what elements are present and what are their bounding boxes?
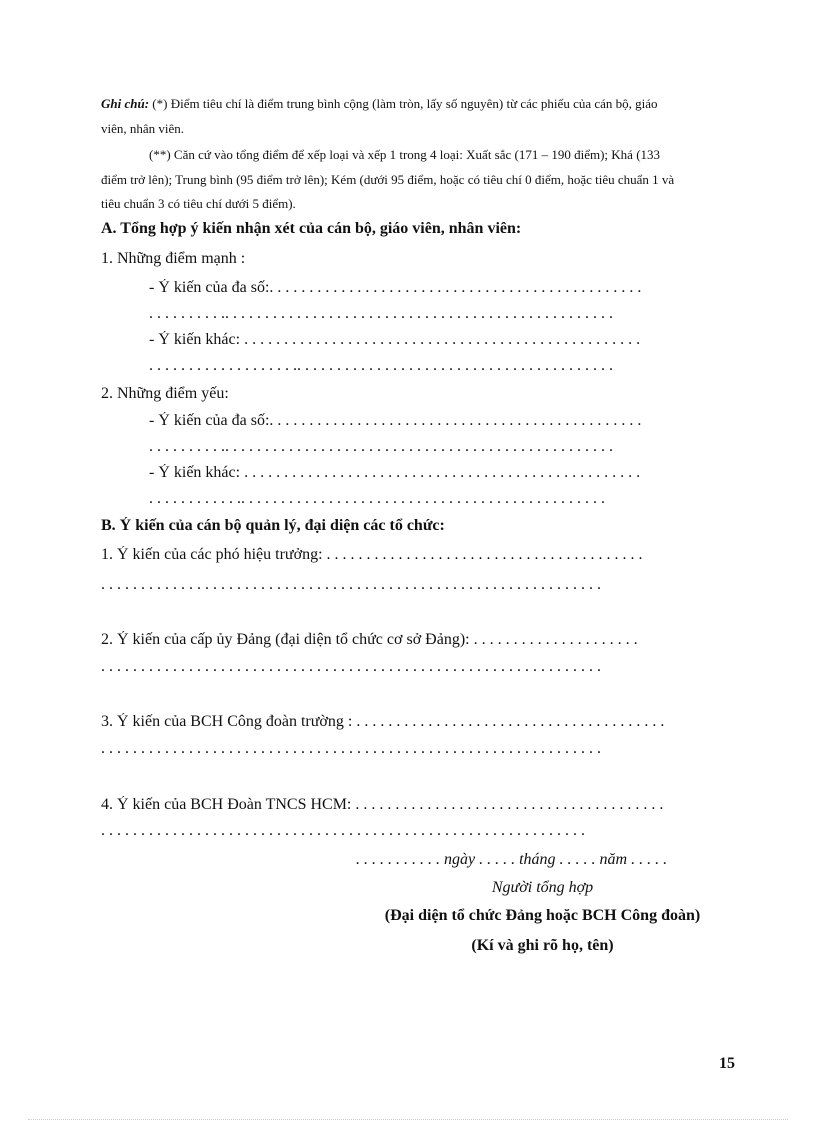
- strengths-other-dots: . . . . . . . . . . . . . . . . . . .. . . . . . . . . . . . . . . . . . . . . . . . . . . . . . . . . . . . . . . .: [149, 357, 613, 374]
- section-a-heading: A. Tổng hợp ý kiến nhận xét của cán bộ, giáo viên, nhân viên:: [101, 220, 522, 237]
- section-b-heading: B. Ý kiến của cán bộ quản lý, đại diện các tổ chức:: [101, 517, 445, 534]
- representative-org: (Đại diện tổ chức Đảng hoặc BCH Công đoàn): [384, 907, 701, 924]
- note-label: Ghi chú:: [101, 96, 150, 111]
- weaknesses-majority-dots: . . . . . . . . . .. . . . . . . . . . . . . . . . . . . . . . . . . . . . . . . . . . . . . . . . . . . . . . . . .: [149, 438, 613, 455]
- strengths-other: - Ý kiến khác: . . . . . . . . . . . . . . . . . . . . . . . . . . . . . . . . . . . . . . . . . . . . . . . . . .: [149, 331, 641, 348]
- date-text: . . . . . . . . . . . ngày . . . . . tháng . . . . . năm . . . . .: [356, 851, 668, 868]
- weaknesses-majority: - Ý kiến của đa số:. . . . . . . . . . . . . . . . . . . . . . . . . . . . . . . . . . . . . . . . . . . . . . .: [149, 412, 642, 429]
- strengths-title: 1. Những điểm mạnh :: [101, 250, 246, 267]
- strengths-majority-dots: . . . . . . . . . .. . . . . . . . . . . . . . . . . . . . . . . . . . . . . . . . . . . . . . . . . . . . . . . . .: [149, 305, 613, 322]
- note-line-2: viên, nhân viên.: [101, 121, 185, 136]
- note-line-3: (**) Căn cứ vào tổng điểm để xếp loại và xếp 1 trong 4 loại: Xuất sắc (171 – 190 điểm); Khá (133: [149, 147, 661, 162]
- weaknesses-other-dots: . . . . . . . . . . . .. . . . . . . . . . . . . . . . . . . . . . . . . . . . . . . . . . . . . . . . . . . . . .: [149, 490, 605, 507]
- note-text-1: (*) Điểm tiêu chí là điểm trung bình cộng (làm tròn, lấy số nguyên) từ các phiếu của cán bộ, giáo: [149, 96, 658, 111]
- union-opinion: 3. Ý kiến của BCH Công đoàn trường : . . . . . . . . . . . . . . . . . . . . . . . . . . . . . . . . . . . . . . .: [101, 713, 665, 730]
- strengths-majority: - Ý kiến của đa số:. . . . . . . . . . . . . . . . . . . . . . . . . . . . . . . . . . . . . . . . . . . . . . .: [149, 279, 642, 296]
- date-line: [356, 851, 746, 869]
- party-committee-opinion: 2. Ý kiến của cấp ủy Đảng (đại diện tổ chức cơ sở Đảng): . . . . . . . . . . . . . . . . . . . . .: [101, 631, 638, 648]
- page-number: 15: [719, 1055, 735, 1072]
- page-bottom-border: [28, 1119, 788, 1120]
- party-committee-dots: . . . . . . . . . . . . . . . . . . . . . . . . . . . . . . . . . . . . . . . . . . . . . . . . . . . . . . . . . . . . . . .: [101, 658, 601, 675]
- youth-union-dots: . . . . . . . . . . . . . . . . . . . . . . . . . . . . . . . . . . . . . . . . . . . . . . . . . . . . . . . . . . . . .: [101, 822, 585, 839]
- sign-instruction: (Kí và ghi rõ họ, tên): [471, 937, 614, 954]
- vice-principal-opinion: 1. Ý kiến của các phó hiệu trưởng: . . . . . . . . . . . . . . . . . . . . . . . . . . . . . . . . . . . . . . . .: [101, 546, 643, 563]
- note-line-5: tiêu chuẩn 3 có tiêu chí dưới 5 điểm).: [101, 196, 296, 211]
- weaknesses-other: - Ý kiến khác: . . . . . . . . . . . . . . . . . . . . . . . . . . . . . . . . . . . . . . . . . . . . . . . . . .: [149, 464, 641, 481]
- note-line-1: [101, 96, 658, 112]
- note-line-4: điểm trở lên); Trung bình (95 điểm trở lên); Kém (dưới 95 điểm, hoặc có tiêu chí 0 điểm, hoặc tiêu chuẩn 1 và: [101, 172, 675, 187]
- compiler-role: Người tổng hợp: [491, 879, 594, 896]
- union-dots: . . . . . . . . . . . . . . . . . . . . . . . . . . . . . . . . . . . . . . . . . . . . . . . . . . . . . . . . . . . . . . .: [101, 740, 601, 757]
- vice-principal-dots: . . . . . . . . . . . . . . . . . . . . . . . . . . . . . . . . . . . . . . . . . . . . . . . . . . . . . . . . . . . . . . .: [101, 576, 601, 593]
- youth-union-opinion: 4. Ý kiến của BCH Đoàn TNCS HCM: . . . . . . . . . . . . . . . . . . . . . . . . . . . . . . . . . . . . . . .: [101, 796, 664, 813]
- weaknesses-title: 2. Những điểm yếu:: [101, 385, 229, 402]
